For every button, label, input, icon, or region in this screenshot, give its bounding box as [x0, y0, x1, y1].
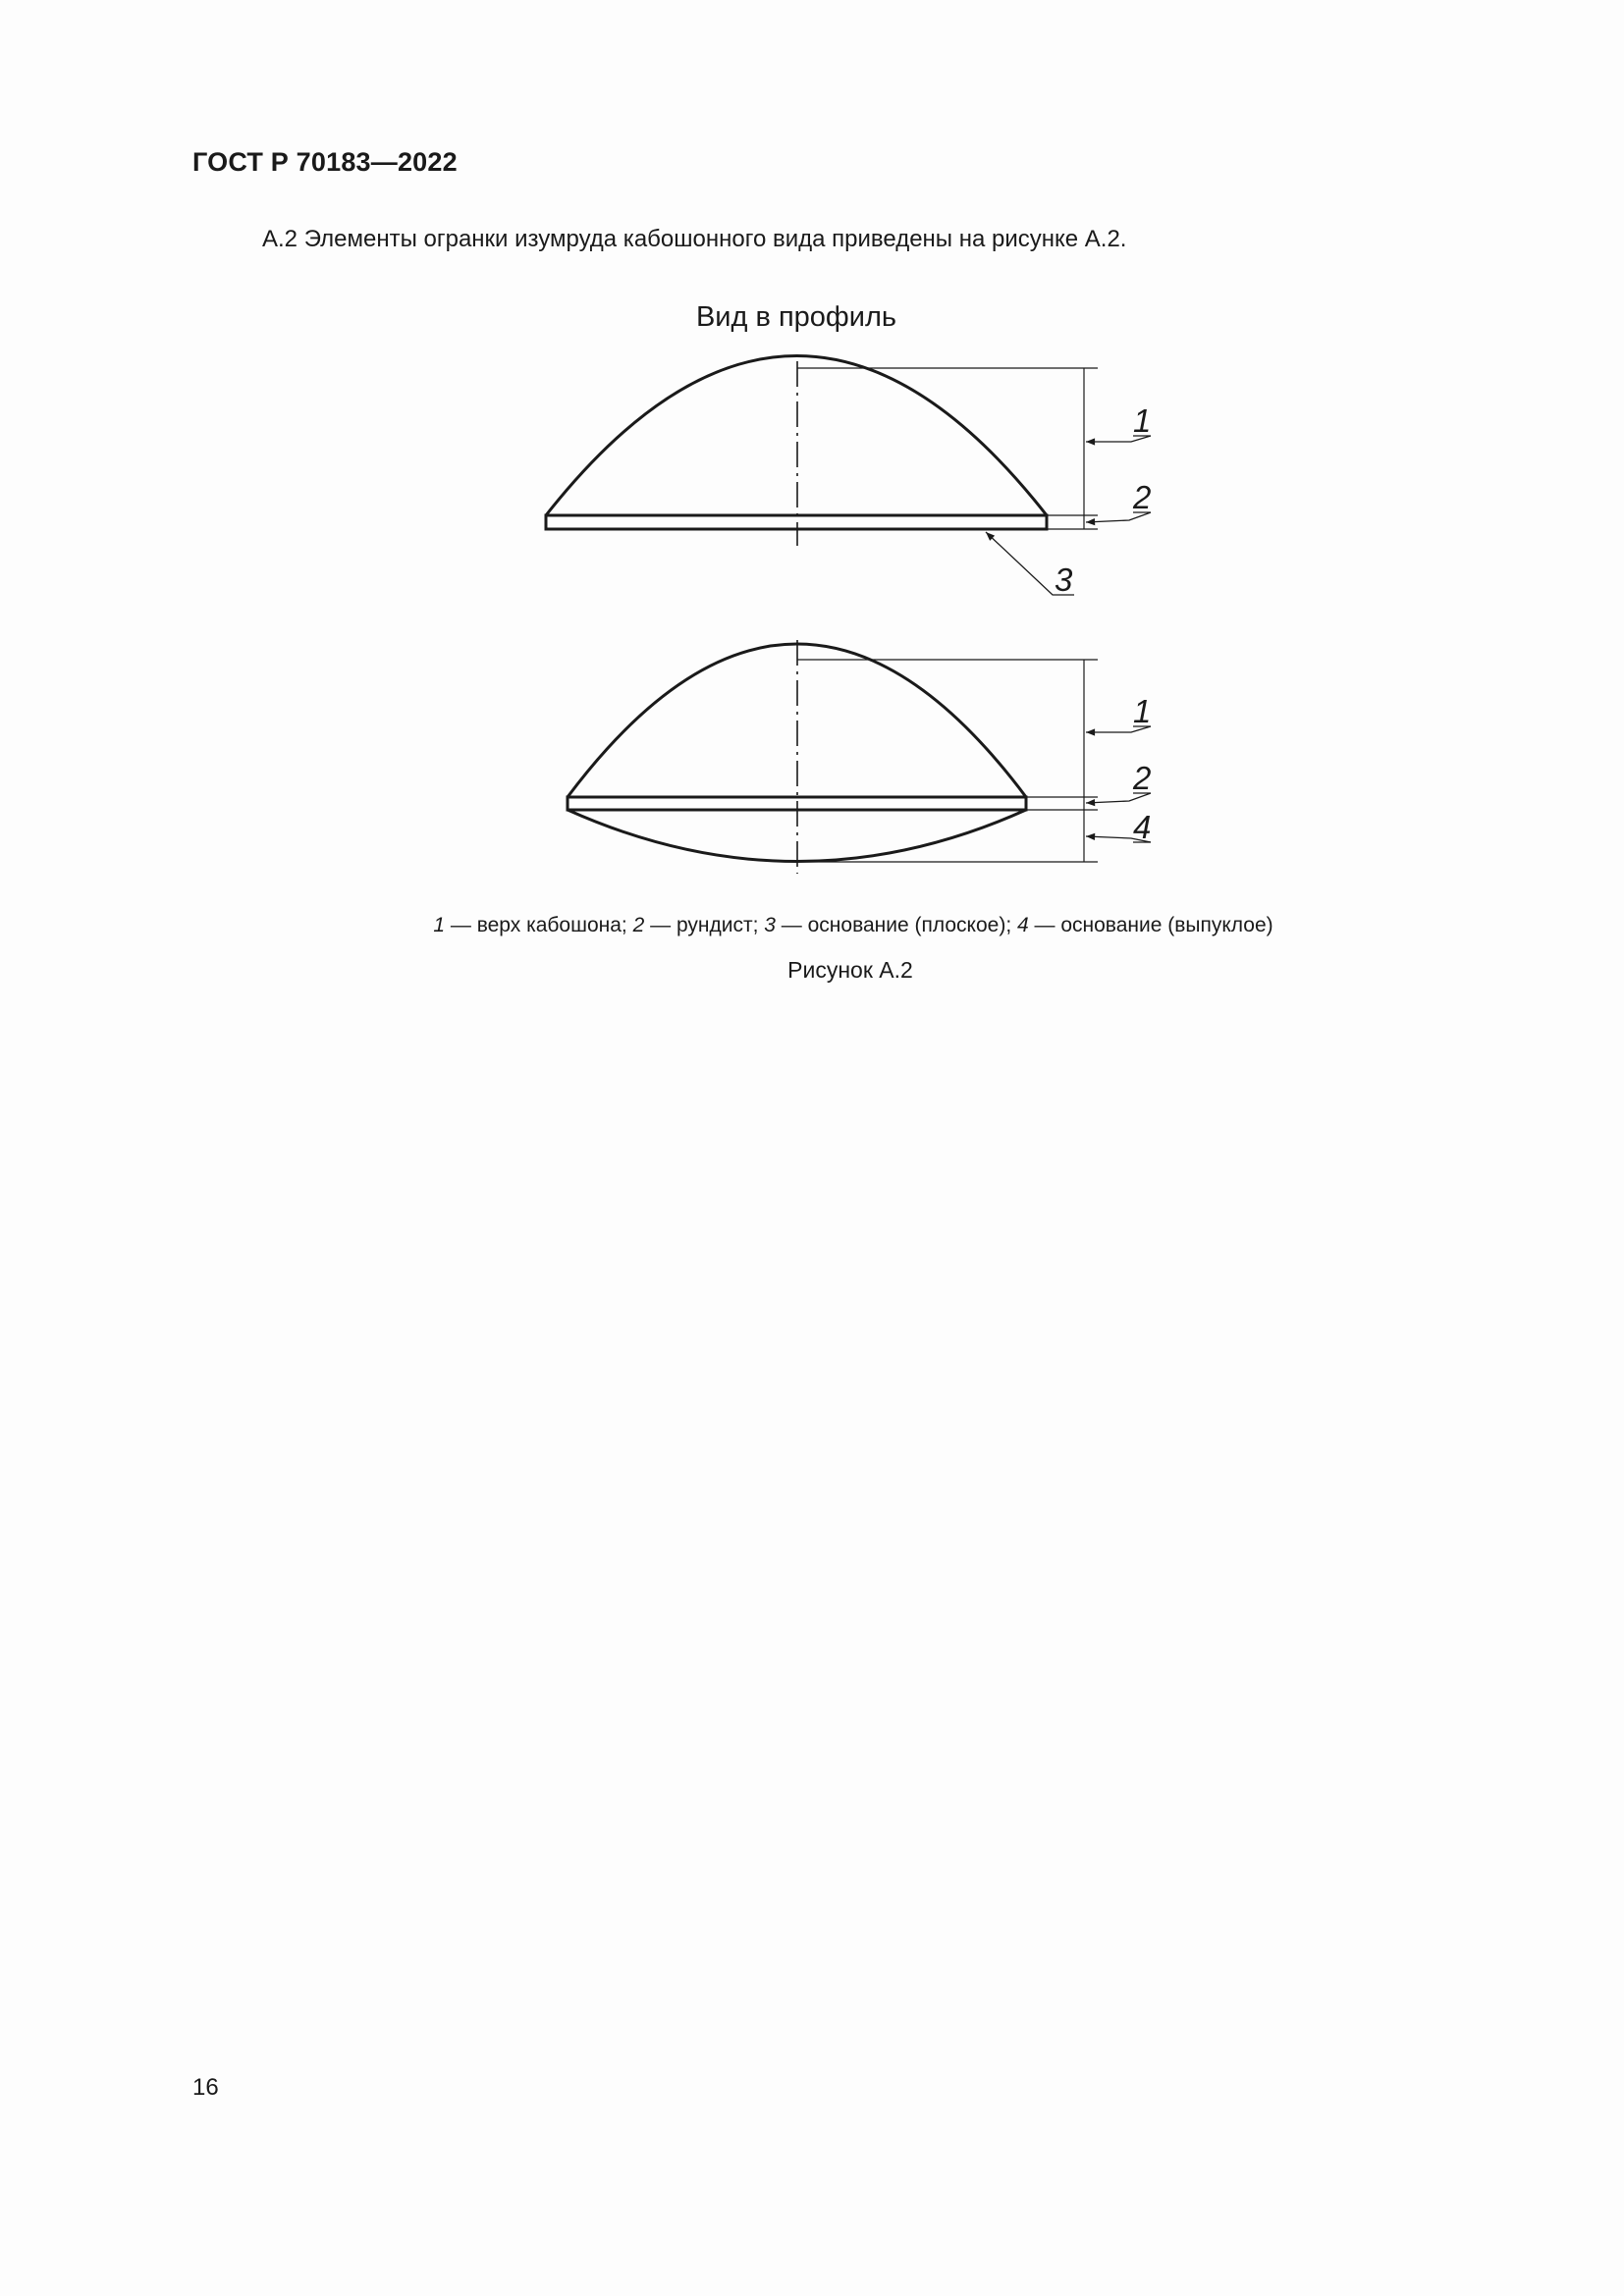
label-3-top: 3: [1055, 561, 1073, 598]
cabochon-top-dome: [546, 356, 1047, 516]
convex-base-profile: [568, 640, 1151, 874]
legend-num-2: 2: [632, 914, 645, 936]
figure-legend: [0, 914, 1624, 937]
paragraph-a2: А.2 Элементы огранки изумруда кабошонного вида приведены на рисунке А.2.: [262, 226, 1127, 252]
cabochon-drawing: [0, 0, 1624, 982]
view-title: Вид в профиль: [695, 301, 897, 333]
flat-base-profile: [546, 356, 1151, 596]
legend-num-3: 3: [764, 914, 776, 936]
legend-num-4: 4: [1017, 914, 1029, 936]
legend-text-3: — основание (плоское);: [775, 914, 1017, 936]
legend-text-1: — верх кабошона;: [445, 914, 633, 936]
label-2-top: 2: [1133, 479, 1152, 515]
legend-num-1: 1: [433, 914, 446, 936]
document-code: ГОСТ Р 70183—2022: [192, 147, 458, 177]
label-4-bottom: 4: [1133, 809, 1152, 845]
label-2-bottom: 2: [1133, 760, 1152, 796]
label-1-top: 1: [1133, 402, 1152, 439]
legend-text-4: — основание (выпуклое): [1028, 914, 1273, 936]
girdle-band: [546, 515, 1047, 529]
page-number: 16: [192, 2074, 219, 2101]
label-1-bottom: 1: [1133, 693, 1152, 729]
legend-text-2: — рундист;: [644, 914, 765, 936]
figure-caption: Рисунок А.2: [787, 957, 913, 983]
